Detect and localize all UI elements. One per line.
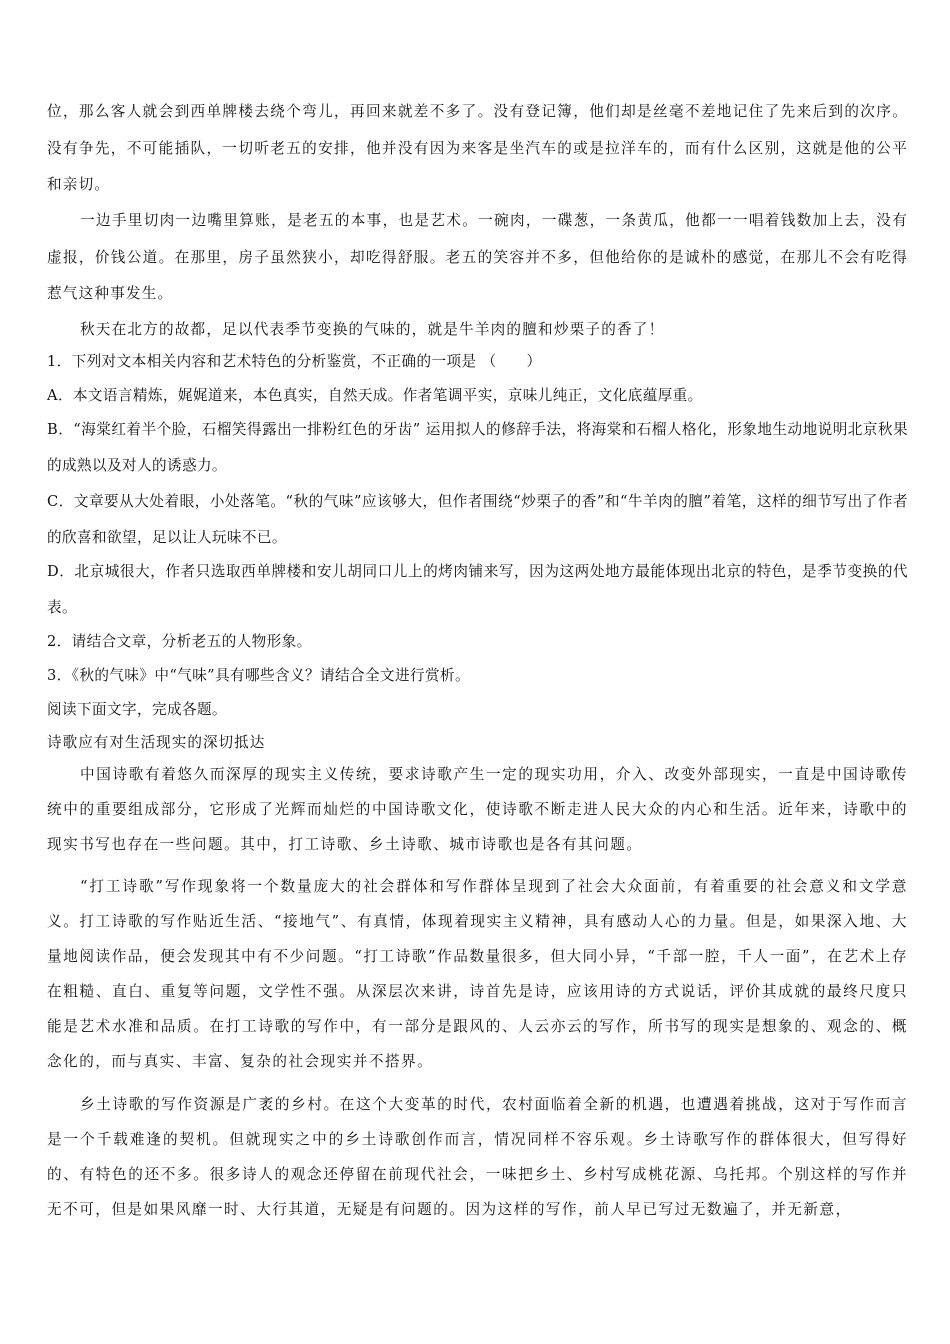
- passage2-title: 诗歌应有对生活现实的深切抵达: [47, 734, 266, 751]
- question-1-option-c: C．文章要从大处着眼，小处落笔。“秋的气味”应该够大，但作者围绕“炒栗子的香”和“牛羊肉的膻”着笔，这样的细节写出了作者的欣喜和欲望，足以让人玩味不已。: [47, 493, 908, 546]
- passage2-paragraph-3: 乡土诗歌的写作资源是广袤的乡村。在这个大变革的时代，农村面临着全新的机遇，也遭遇着挑战，这对于写作而言是一个千载难逢的契机。但就现实之中的乡土诗歌创作而言，情况同样不容乐观。乡土诗歌写作的群体很大，但写得好的、有特色的还不多。很多诗人的观念还停留在前现代社会，一味把乡土、乡村写成桃花源、乌托邦。个别这样的写作并无不可，但是如果风靡一时、大行其道，无疑是有问题的。因为这样的写作，前人早已写过无数遍了，并无新意，: [47, 1096, 908, 1218]
- passage1-paragraph-accounting: 一边手里切肉一边嘴里算账，是老五的本事，也是艺术。一碗肉，一碟葱，一条黄瓜，他都一一唱着钱数加上去，没有虚报，价钱公道。在那里，房子虽然狭小，却吃得舒服。老五的笑容并不多，但他给你的是诚朴的感觉，在那儿不会有吃得惹气这种事发生。: [47, 212, 908, 302]
- question-2: 2．请结合文章，分析老五的人物形象。: [47, 633, 312, 650]
- reading-instruction: 阅读下面文字，完成各题。: [47, 701, 227, 718]
- passage1-paragraph-closing: 秋天在北方的故都，足以代表季节变换的气味的，就是牛羊肉的膻和炒栗子的香了！: [80, 321, 665, 338]
- question-1: 1．下列对文本相关内容和艺术特色的分析鉴赏，不正确的一项是 （ ）: [47, 353, 542, 370]
- question-3: 3．《秋的气味》中“气味”具有哪些含义？请结合全文进行赏析。: [47, 667, 470, 684]
- question-1-option-a: A．本文语言精炼，娓娓道来，本色真实，自然天成。作者笔调平实，京味儿纯正，文化底蕴厚重。: [47, 387, 703, 404]
- passage2-paragraph-2: “打工诗歌”写作现象将一个数量庞大的社会群体和写作群体呈现到了社会大众面前，有着重要的社会意义和文学意义。打工诗歌的写作贴近生活、“接地气”、有真情，体现着现实主义精神，具有感动人心的力量。但是，如果深入地、大量地阅读作品，便会发现其中有不少问题。“打工诗歌”作品数量很多，但大同小异，“千部一腔，千人一面”，在艺术上存在粗糙、直白、重复等问题，文学性不强。从深层次来讲，诗首先是诗，应该用诗的方式说话，评价其成就的最终尺度只能是艺术水准和品质。在打工诗歌的写作中，有一部分是跟风的、人云亦云的写作，所书写的现实是想象的、观念的、概念化的，而与真实、丰富、复杂的社会现实并不搭界。: [47, 878, 908, 1070]
- passage2-paragraph-1: 中国诗歌有着悠久而深厚的现实主义传统，要求诗歌产生一定的现实功用，介入、改变外部现实，一直是中国诗歌传统中的重要组成部分，它形成了光辉而灿烂的中国诗歌文化，使诗歌不断走进人民大众的内心和生活。近年来，诗歌中的现实书写也存在一些问题。其中，打工诗歌、乡土诗歌、城市诗歌也是各有其问题。: [47, 766, 908, 853]
- question-1-option-d: D．北京城很大，作者只选取西单牌楼和安儿胡同口儿上的烤肉铺来写，因为这两处地方最能体现出北京的特色，是季节变换的代表。: [47, 563, 908, 616]
- question-1-option-b: B．“海棠红着半个脸，石榴笑得露出一排粉红色的牙齿” 运用拟人的修辞手法，将海棠和石榴人格化，形象地生动地说明北京秋果的成熟以及对人的诱惑力。: [47, 421, 908, 474]
- passage1-paragraph-continued: 位，那么客人就会到西单牌楼去绕个弯儿，再回来就差不多了。没有登记簿，他们却是丝毫不差地记住了先来后到的次序。没有争先，不可能插队，一切听老五的安排，他并没有因为来客是坐汽车的或是拉洋车的，而有什么区别，这就是他的公平和亲切。: [47, 103, 908, 193]
